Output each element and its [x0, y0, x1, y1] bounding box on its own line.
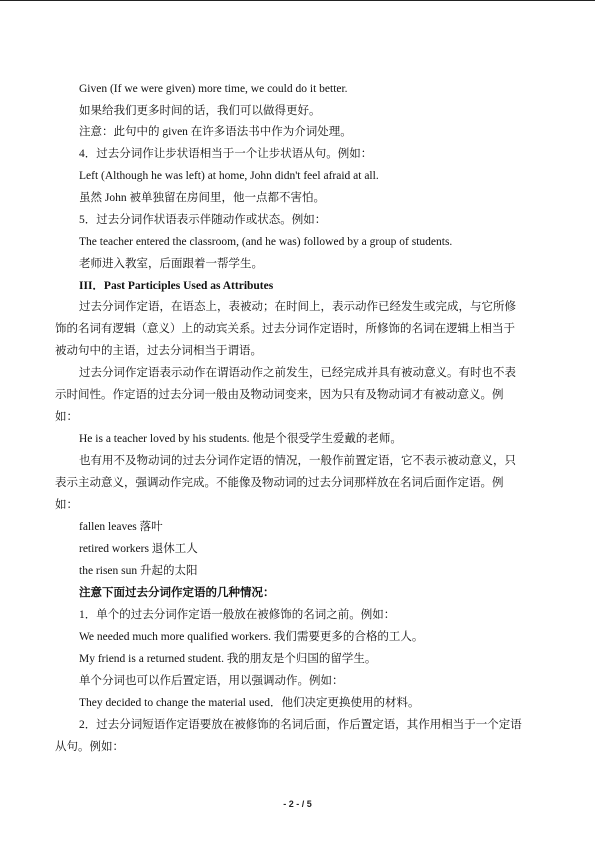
text-line: My friend is a returned student. 我的朋友是个归国的留学生。: [79, 653, 377, 665]
text-line: 如：: [55, 411, 78, 423]
text-line: 也有用不及物动词的过去分词作定语的情况，一般作前置定语，它不表示被动意义，只: [79, 455, 516, 467]
text-line: They decided to change the material used．他们决定更换使用的材料。: [79, 697, 420, 709]
text-line: 饰的名词有逻辑（意义）上的动宾关系。过去分词作定语时，所修饰的名词在逻辑上相当于: [55, 323, 515, 335]
text-line: He is a teacher loved by his students. 他是个很受学生爱戴的老师。: [79, 433, 402, 445]
text-line: 从句。例如：: [55, 741, 124, 753]
text-line: Given (If we were given) more time, we could do it better.: [79, 83, 348, 95]
text-line: 示时间性。作定语的过去分词一般由及物动词变来，因为只有及物动词才有被动意义。例: [55, 389, 504, 401]
text-line: 虽然 John 被单独留在房间里，他一点都不害怕。: [79, 192, 325, 204]
text-line: 1．单个的过去分词作定语一般放在被修饰的名词之前。例如：: [79, 609, 396, 621]
text-line: 如：: [55, 499, 78, 511]
text-line: Left (Although he was left) at home, John didn't feel afraid at all.: [79, 170, 379, 182]
text-line: retired workers 退休工人: [79, 543, 198, 555]
text-line: fallen leaves 落叶: [79, 521, 163, 533]
text-line: 过去分词作定语，在语态上，表被动；在时间上，表示动作已经发生或完成，与它所修: [79, 301, 516, 313]
text-line: the risen sun 升起的太阳: [79, 565, 198, 577]
note-heading: 注意下面过去分词作定语的几种情况：: [79, 587, 275, 599]
text-line: 被动句中的主语，过去分词相当于谓语。: [55, 345, 262, 357]
text-line: The teacher entered the classroom, (and he was) followed by a group of students.: [79, 236, 453, 248]
text-line: 注意：此句中的 given 在许多语法书中作为介词处理。: [79, 126, 352, 138]
page-number: - 2 - / 5: [283, 799, 312, 809]
text-line: 过去分词作定语表示动作在谓语动作之前发生，已经完成并具有被动意义。有时也不表: [79, 367, 516, 379]
section-heading: III．Past Participles Used as Attributes: [79, 280, 274, 292]
text-line: 4．过去分词作让步状语相当于一个让步状语从句。例如：: [79, 148, 373, 160]
text-line: 如果给我们更多时间的话，我们可以做得更好。: [79, 105, 321, 117]
text-line: 5．过去分词作状语表示伴随动作或状态。例如：: [79, 214, 327, 226]
text-line: 表示主动意义，强调动作完成。不能像及物动词的过去分词那样放在名词后面作定语。例: [55, 477, 504, 489]
text-line: 2．过去分词短语作定语要放在被修饰的名词后面，作后置定语，其作用相当于一个定语: [79, 719, 522, 731]
text-line: 单个分词也可以作后置定语，用以强调动作。例如：: [79, 675, 344, 687]
text-line: 老师进入教室，后面跟着一帮学生。: [79, 258, 263, 270]
text-line: We needed much more qualified workers. 我们需要更多的合格的工人。: [79, 631, 424, 643]
